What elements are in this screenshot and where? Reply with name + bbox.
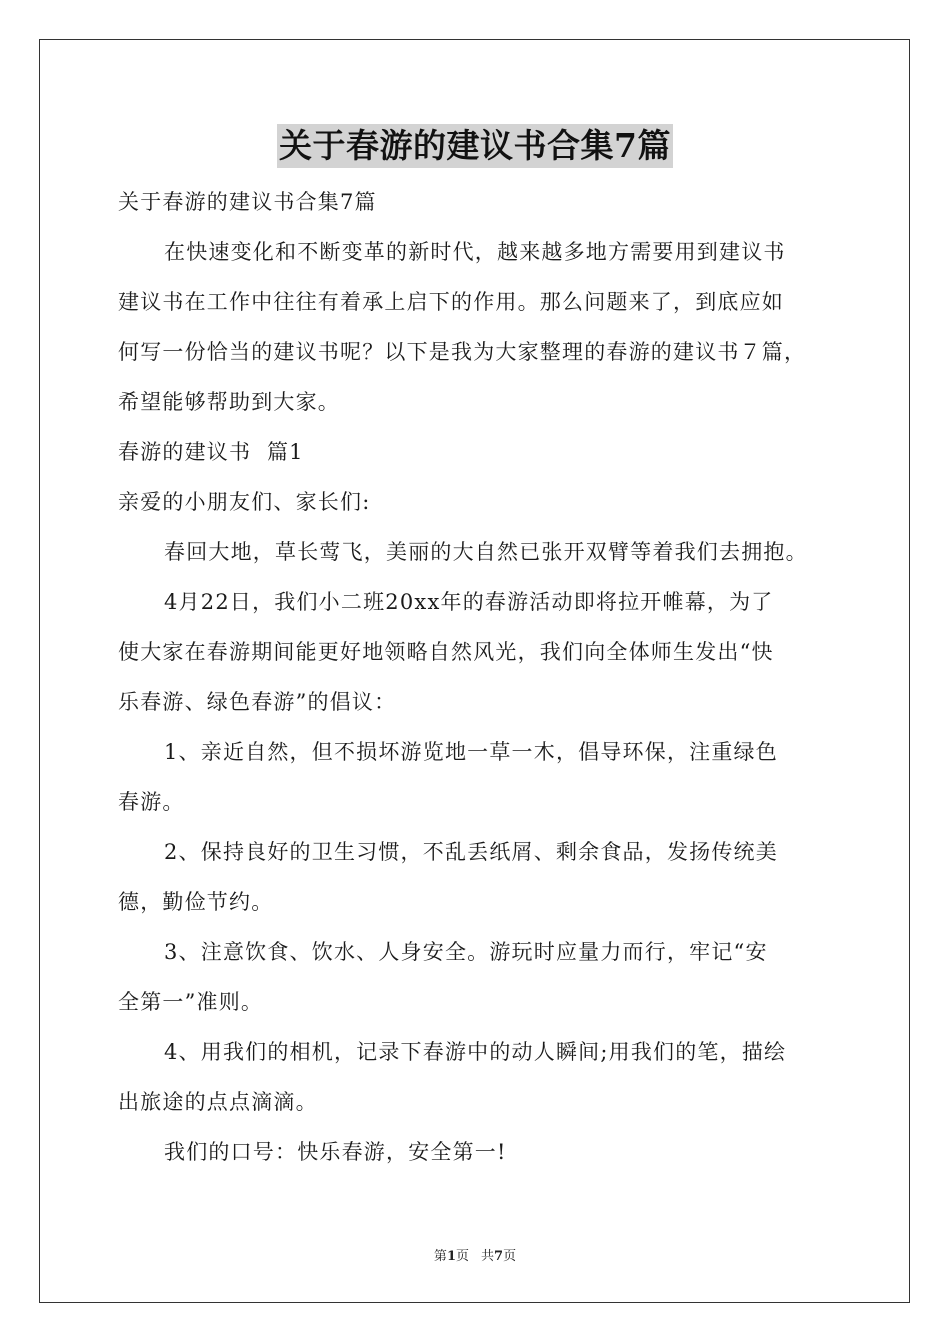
paragraph-line: 在快速变化和不断变革的新时代，越来越多地方需要用到建议书: [164, 240, 786, 264]
document-body: [118, 177, 836, 1177]
page-number: 1: [446, 1249, 456, 1264]
list-item-line: 1、亲近自然，但不损坏游览地一草一木，倡导环保，注重绿色: [164, 740, 778, 764]
list-item-line: 全第一”准则。: [118, 990, 264, 1014]
paragraph-line: 何写一份恰当的建议书呢？以下是我为大家整理的春游的建议书７篇，: [118, 340, 807, 364]
page-label-prefix: 第: [433, 1249, 447, 1264]
paragraph-line: 建议书在工作中往往有着承上启下的作用。那么问题来了，到底应如: [118, 290, 784, 314]
list-item-line: 2、保持良好的卫生习惯，不乱丢纸屑、剩余食品，发扬传统美: [164, 840, 778, 864]
total-pages: 7: [494, 1249, 504, 1264]
paragraph-line: 4月22日，我们小二班20xx年的春游活动即将拉开帷幕，为了: [164, 590, 774, 614]
salutation-line: 亲爱的小朋友们、家长们:: [118, 490, 371, 514]
slogan-line: 我们的口号：快乐春游，安全第一!: [164, 1140, 507, 1164]
paragraph-line: 乐春游、绿色春游”的倡议：: [118, 690, 397, 714]
list-item-line: 3、注意饮食、饮水、人身安全。游玩时应量力而行，牢记“安: [164, 940, 768, 964]
total-label-suffix: 页: [503, 1249, 517, 1264]
list-item-line: 春游。: [118, 790, 185, 814]
paragraph-line: 春回大地，草长莺飞，美丽的大自然已张开双臂等着我们去拥抱。: [164, 540, 808, 564]
subtitle-line: 关于春游的建议书合集7篇: [118, 190, 377, 214]
page-footer: [0, 1245, 950, 1264]
list-item-line: 出旅途的点点滴滴。: [118, 1090, 318, 1114]
total-label-prefix: 共: [481, 1249, 495, 1264]
title-container: [0, 124, 950, 168]
page-label-suffix: 页: [455, 1249, 469, 1264]
paragraph-line: 使大家在春游期间能更好地领略自然风光，我们向全体师生发出“快: [118, 640, 774, 664]
section-heading: 春游的建议书 篇1: [118, 440, 304, 464]
list-item-line: 德，勤俭节约。: [118, 890, 274, 914]
paragraph-line: 希望能够帮助到大家。: [118, 390, 340, 414]
list-item-line: 4、用我们的相机，记录下春游中的动人瞬间;用我们的笔，描绘: [164, 1040, 787, 1064]
document-title: 关于春游的建议书合集7篇: [277, 124, 673, 168]
